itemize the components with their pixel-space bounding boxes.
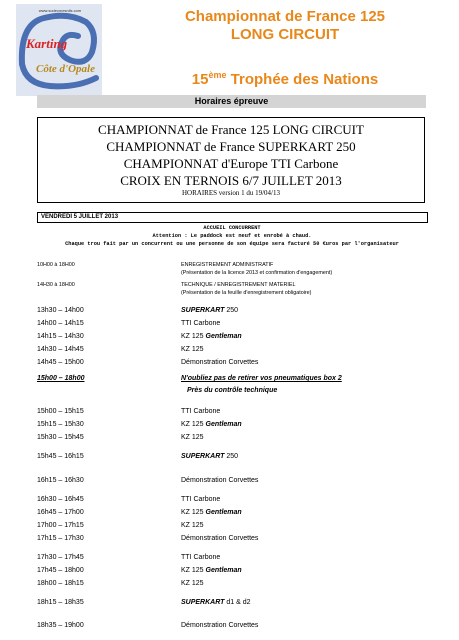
session-category: TTI Carbone: [181, 408, 221, 415]
admin-time: 10H00 à 18H00: [37, 262, 75, 268]
session-time: 15h30 – 15h45: [37, 434, 84, 441]
admin-label: ENREGISTREMENT ADMINISTRATIF: [181, 262, 274, 268]
session-time: 17h30 – 17h45: [37, 554, 84, 561]
svg-text:www.sodecmesnils.com: www.sodecmesnils.com: [38, 8, 82, 13]
title-line3: 15ème Trophée des Nations: [191, 70, 379, 88]
session-time: 18h15 – 18h35: [37, 599, 84, 606]
session-time: 13h30 – 14h00: [37, 307, 84, 314]
session-label: [181, 580, 204, 587]
gentleman-label: Gentleman: [205, 421, 242, 428]
session-label: [181, 346, 204, 353]
session-category: 250: [224, 453, 239, 460]
svg-text:Côte d'Opale: Côte d'Opale: [36, 63, 95, 75]
session-category: KZ 125: [181, 346, 204, 353]
session-label: [181, 522, 204, 529]
session-time: 14h00 – 14h15: [37, 320, 84, 327]
day-header: VENDREDI 5 JUILLET 2013: [37, 212, 428, 223]
title-line1: Championnat de France 125: [184, 8, 386, 25]
session-category: KZ 125: [181, 509, 206, 516]
session-time: 14h45 – 15h00: [37, 359, 84, 366]
subtitle-bar: Horaires épreuve: [37, 95, 426, 108]
tire-pickup-notice: N'oubliez pas de retirer vos pneumatiques box 2: [181, 375, 342, 382]
karting-logo-graphic: [16, 4, 102, 96]
session-label: [181, 307, 238, 314]
title-block: [120, 8, 450, 89]
session-category: Démonstration Corvettes: [181, 622, 259, 629]
admin-time: 14H30 à 18H00: [37, 282, 75, 288]
session-time: 15h15 – 15h30: [37, 421, 84, 428]
session-time: 16h45 – 17h00: [37, 509, 84, 516]
session-label: [181, 535, 258, 542]
session-label: [181, 599, 251, 606]
gentleman-label: Gentleman: [205, 509, 242, 516]
session-label: [181, 359, 258, 366]
session-label: [181, 622, 258, 629]
class-name: SUPERKART: [181, 453, 225, 460]
champ-line-3: CHAMPIONNAT d'Europe TTI Carbone: [123, 156, 339, 171]
session-time: 15h00 – 18h00: [37, 375, 85, 382]
session-category: TTI Carbone: [181, 496, 221, 503]
session-label: [181, 408, 220, 415]
session-label: [181, 333, 242, 340]
session-time: 18h35 – 19h00: [37, 622, 84, 629]
session-time: 15h00 – 15h15: [37, 408, 84, 415]
session-category: TTI Carbone: [181, 320, 221, 327]
session-label: [181, 496, 220, 503]
session-category: KZ 125: [181, 567, 206, 574]
session-label: [181, 567, 242, 574]
admin-note: (Présentation de la feuille d'enregistrement obligatoire): [181, 290, 312, 296]
session-label: [181, 421, 242, 428]
session-category: KZ 125: [181, 522, 204, 529]
session-time: 15h45 – 16h15: [37, 453, 84, 460]
session-time: 18h00 – 18h15: [37, 580, 84, 587]
session-category: TTI Carbone: [181, 554, 221, 561]
session-category: d1 & d2: [224, 599, 251, 606]
session-category: KZ 125: [181, 434, 204, 441]
session-category: Démonstration Corvettes: [181, 359, 259, 366]
session-label: [181, 453, 238, 460]
schedule-version: HORAIRES version 1 du 19/04/13: [182, 189, 280, 197]
class-name: SUPERKART: [181, 307, 225, 314]
session-time: 14h30 – 14h45: [37, 346, 84, 353]
gentleman-label: Gentleman: [205, 567, 242, 574]
welcome-title: ACCUEIL CONCURRENT: [203, 225, 261, 231]
champ-line-2: CHAMPIONNAT de France SUPERKART 250: [106, 139, 356, 154]
session-time: 16h15 – 16h30: [37, 477, 84, 484]
session-category: 250: [224, 307, 239, 314]
session-category: KZ 125: [181, 580, 204, 587]
gentleman-label: Gentleman: [205, 333, 242, 340]
title-line2: LONG CIRCUIT: [230, 26, 340, 43]
session-time: 17h00 – 17h15: [37, 522, 84, 529]
svg-text:Karting: Karting: [26, 36, 68, 51]
logo: [16, 4, 102, 96]
session-category: KZ 125: [181, 333, 206, 340]
session-time: 17h45 – 18h00: [37, 567, 84, 574]
class-name: SUPERKART: [181, 599, 225, 606]
championship-box: [37, 117, 425, 203]
session-category: Démonstration Corvettes: [181, 535, 259, 542]
session-category: Démonstration Corvettes: [181, 477, 259, 484]
tire-pickup-location: Près du contrôle technique: [187, 387, 278, 394]
session-label: [181, 554, 220, 561]
session-time: 14h15 – 14h30: [37, 333, 84, 340]
admin-note: (Présentation de la licence 2013 et confirmation d'engagement): [181, 270, 333, 276]
welcome-notice: [37, 224, 427, 249]
session-label: [181, 477, 258, 484]
session-label: [181, 434, 204, 441]
hole-fee-rule: Chaque trou fait par un concurrent ou une personne de son équipe sera facturé 50 €uros par l'organisateur: [65, 241, 399, 247]
admin-label: TECHNIQUE / ENREGISTREMENT MATERIEL: [181, 282, 296, 288]
session-label: [181, 320, 220, 327]
session-time: 17h15 – 17h30: [37, 535, 84, 542]
session-category: KZ 125: [181, 421, 206, 428]
paddock-warning: Attention : Le paddock est neuf et enrobé à chaud.: [152, 233, 312, 239]
event-location-date: CROIX EN TERNOIS 6/7 JUILLET 2013: [120, 173, 342, 188]
champ-line-1: CHAMPIONNAT de France 125 LONG CIRCUIT: [98, 122, 364, 137]
session-label: [181, 509, 242, 516]
session-time: 16h30 – 16h45: [37, 496, 84, 503]
